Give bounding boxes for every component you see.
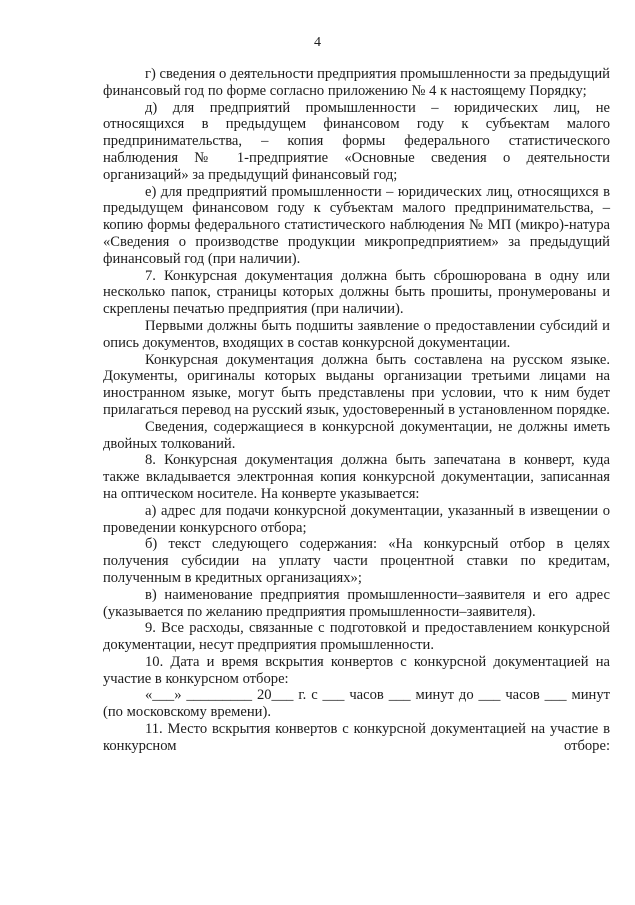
- document-body: [103, 66, 610, 755]
- paragraph-date-time-blanks: «___» _________ 20___ г. с ___ часов ___ минут до ___ часов ___ минут (по московскому времени).: [103, 687, 610, 721]
- paragraph-clause-8: 8. Конкурсная документация должна быть запечатана в конверт, куда также вкладывается электронная копия конкурсной документации, записанная на оптическом носителе. На конверте указывается:: [103, 452, 610, 502]
- page-number: 4: [314, 35, 321, 50]
- paragraph-clause-7: 7. Конкурсная документация должна быть сброшюрована в одну или несколько папок, страницы которых должны быть прошиты, пронумерованы и скреплены печатью предприятия (при наличии).: [103, 267, 610, 318]
- paragraph-envelope-a: а) адрес для подачи конкурсной документации, указанный в извещении о проведении конкурсного отбора;: [103, 502, 610, 536]
- paragraph-filing-order: Первыми должны быть подшиты заявление о предоставлении субсидий и опись документов, входящих в состав конкурсной документации.: [103, 317, 610, 351]
- paragraph-envelope-v: в) наименование предприятия промышленности–заявителя и его адрес (указывается по желанию предприятия промышленности–заявителя).: [103, 586, 610, 620]
- paragraph-language: Конкурсная документация должна быть составлена на русском языке. Документы, оригиналы которых выданы организации третьими лицами на иностранном языке, могут быть представлены при условии, что к ним будет прилагаться перевод на русский язык, удостоверенный в установленном порядке.: [103, 351, 610, 418]
- paragraph-no-ambiguity: Сведения, содержащиеся в конкурсной документации, не должны иметь двойных толкований.: [103, 418, 610, 452]
- paragraph-clause-9: 9. Все расходы, связанные с подготовкой и предоставлением конкурсной документации, несут предприятия промышленности.: [103, 620, 610, 654]
- paragraph-item-g: г) сведения о деятельности предприятия промышленности за предыдущий финансовый год по форме согласно приложению № 4 к настоящему Порядку;: [103, 66, 610, 99]
- paragraph-clause-10: 10. Дата и время вскрытия конвертов с конкурсной документацией на участие в конкурсном отборе:: [103, 653, 610, 687]
- paragraph-item-e: е) для предприятий промышленности – юридических лиц, относящихся в предыдущем финансовом году к субъектам малого предпринимательства, – копию формы федерального статистического наблюдения № МП (микро)-натура «Сведения о производстве продукции микропредприятием» за предыдущий финансовый год (при наличии).: [103, 183, 610, 267]
- paragraph-envelope-b: б) текст следующего содержания: «На конкурсный отбор в целях получения субсидии на уплату части процентной ставки по кредитам, полученным в кредитных организациях»;: [103, 536, 610, 586]
- paragraph-item-d: д) для предприятий промышленности – юридических лиц, не относящихся в предыдущем финансовом году к субъектам малого предпринимательства, – копия формы федерального статистического наблюдения № 1-предприятие «Основные сведения о деятельности организаций» за предыдущий финансовый год;: [103, 99, 610, 183]
- paragraph-clause-11: 11. Место вскрытия конвертов с конкурсной документацией на участие в конкурсном отборе:: [103, 721, 610, 754]
